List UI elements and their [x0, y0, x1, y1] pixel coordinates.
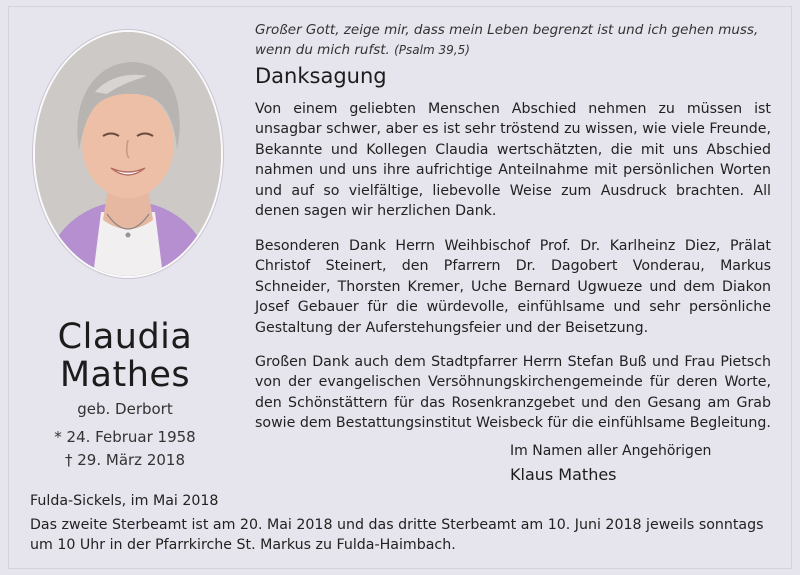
- heading: Danksagung: [255, 64, 387, 88]
- paragraph-clergy: Besonderen Dank Herrn Weihbischof Prof. Dr. Karlheinz Diez, Prälat Christof Steinert, den Pfarrern Dr. Dagobert Vonderau, Markus Schneider, Thorsten Kremer, Uche Bernard Ugwueze und dem Diakon Josef Gebauer für die würdevolle, einfühlsame und sehr persönliche Gestaltung der Auferstehungsfeier und der Beisetzung.: [255, 238, 771, 336]
- quote-text: Großer Gott, zeige mir, dass mein Leben begrenzt ist und ich gehen muss, wenn du mich rufst.: [255, 22, 759, 58]
- last-name: Mathes: [59, 355, 191, 395]
- paragraph-thanks: Von einem geliebten Menschen Abschied nehmen zu müssen ist unsagbar schwer, aber es ist sehr tröstend zu wissen, wie viele Freunde, Bekannte und Kollegen Claudia wertschätzten, die mit uns Abschied nahmen und uns ihre aufrichtige Anteilnahme mit persönlichen Worten und auf so vielfältige, liebevolle Weise zum Ausdruck brachten. All denen sagen wir herzlichen Dank.: [255, 101, 771, 220]
- signature-name: Klaus Mathes: [510, 465, 617, 484]
- paragraph-further-thanks: Großen Dank auch dem Stadtpfarrer Herrn Stefan Buß und Frau Pietsch von der evangelischen Versöhnungskirchengemeinde für deren Worte, den Schönstättern für das Rosenkranzgebet und den Gesang am Grab sowie dem Bestattungsinstitut Weisbeck für die einfühlsame Begleitung.: [255, 354, 771, 432]
- death-date: † 29. März 2018: [64, 451, 185, 469]
- birth-date: * 24. Februar 1958: [54, 428, 196, 446]
- portrait-photo: [33, 30, 223, 278]
- psalm-quote: [255, 20, 785, 60]
- signature-line: Im Namen aller Angehörigen: [510, 443, 712, 459]
- maiden-name: geb. Derbort: [77, 400, 173, 418]
- first-name: Claudia: [57, 317, 193, 357]
- quote-reference: (Psalm 39,5): [394, 43, 470, 57]
- place-date: Fulda-Sickels, im Mai 2018: [30, 493, 219, 509]
- mass-notice: Das zweite Sterbeamt ist am 20. Mai 2018 und das dritte Sterbeamt am 10. Juni 2018 jeweils sonntags um 10 Uhr in der Pfarrkirche St. Markus zu Fulda-Haimbach.: [30, 517, 764, 554]
- deceased-name: [20, 318, 230, 394]
